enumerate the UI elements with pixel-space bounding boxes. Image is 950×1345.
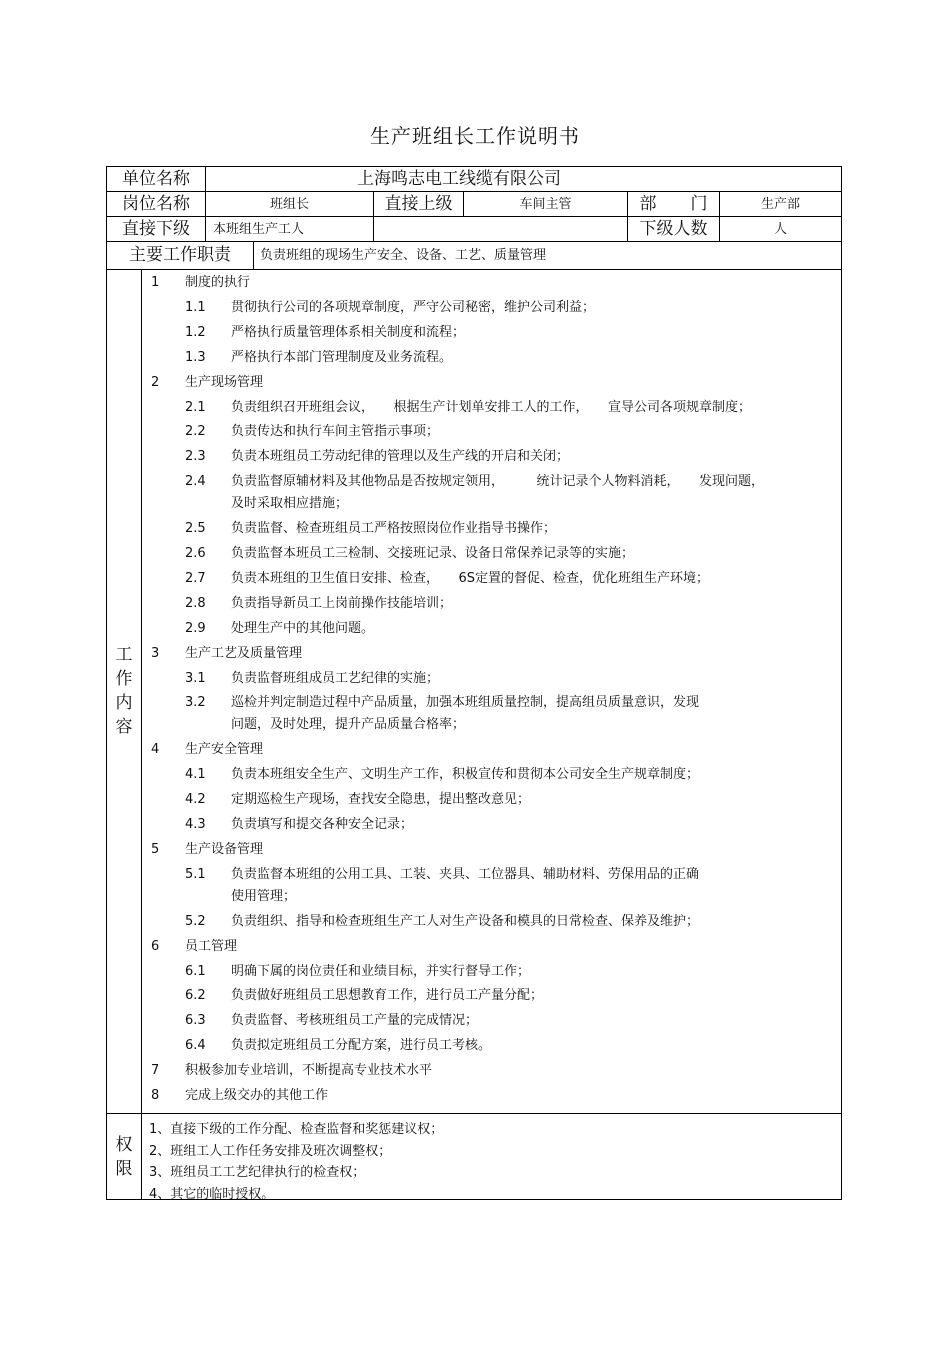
item-text: 使用管理； [231, 888, 297, 904]
item-number: 1.3 [185, 349, 206, 365]
section-title: 生产设备管理 [185, 841, 264, 857]
superior-value: 车间主管 [519, 196, 572, 212]
item-number: 4.3 [185, 817, 206, 832]
superior-label: 直接上级 [384, 193, 453, 214]
item-text: 负责监督本班员工三检制、交接班记录、设备日常保养记录等的实施； [231, 546, 635, 561]
col-divider [141, 269, 142, 1199]
section-number: 8 [151, 1088, 160, 1103]
item-number: 2.8 [185, 595, 206, 611]
item-number: 2.2 [185, 424, 206, 440]
item-number: 2.4 [185, 474, 206, 490]
item-number: 6.2 [185, 988, 206, 1004]
item-text: 问题，及时处理，提升产品质量合格率； [231, 717, 466, 733]
section-title: 生产现场管理 [185, 374, 264, 390]
item-text: 负责本班组员工劳动纪律的管理以及生产线的开启和关闭； [231, 449, 570, 465]
label-char: 作 [115, 669, 133, 689]
row-divider [107, 269, 841, 270]
main-duty-label: 主要工作职责 [129, 245, 231, 265]
authority-item: 2、班组工人工作任务安排及班次调整权； [149, 1143, 392, 1159]
unit-label: 单位名称 [122, 168, 190, 189]
section-title: 生产安全管理 [185, 742, 264, 758]
section-title: 生产工艺及质量管理 [185, 645, 303, 661]
item-text: 定期巡检生产现场，查找安全隐患，提出整改意见； [231, 792, 531, 808]
section-number: 7 [151, 1063, 160, 1079]
authority-item: 4、其它的临时授权。 [149, 1186, 275, 1202]
subordinate-count-value: 人 [773, 221, 787, 237]
item-number: 4.2 [185, 792, 206, 808]
item-number: 2.1 [185, 399, 206, 415]
document-title: 生产班组长工作说明书 [370, 124, 580, 148]
department-value: 生产部 [760, 196, 800, 212]
item-text: 负责监督、考核班组员工产量的完成情况； [231, 1013, 479, 1029]
department-label: 部 门 [639, 193, 708, 214]
item-text: 及时采取相应措施； [231, 496, 349, 512]
item-number: 2.3 [185, 449, 206, 465]
main-duty-value: 负责班组的现场生产安全、设备、工艺、质量管理 [260, 248, 547, 263]
label-char: 容 [115, 717, 133, 737]
label-char: 工 [115, 645, 133, 665]
item-number: 2.6 [185, 546, 206, 561]
subordinate-label: 直接下级 [122, 218, 190, 239]
item-text: 严格执行本部门管理制度及业务流程。 [231, 349, 453, 365]
section-number: 2 [151, 374, 160, 390]
section-title: 完成上级交办的其他工作 [185, 1088, 329, 1103]
item-text: 负责指导新员工上岗前操作技能培训； [231, 595, 453, 611]
section-number: 4 [151, 742, 160, 758]
item-text: 负责监督本班组的公用工具、工装、夹具、工位器具、辅助材料、劳保用品的正确 [231, 866, 700, 882]
item-text: 严格执行质量管理体系相关制度和流程； [231, 324, 466, 340]
item-text: 负责拟定班组员工分配方案，进行员工考核。 [231, 1038, 492, 1054]
item-text: 负责本班组安全生产、文明生产工作，积极宣传和贯彻本公司安全生产规章制度； [231, 767, 700, 783]
item-number: 5.1 [185, 866, 206, 882]
authority-item: 3、班组员工工艺纪律执行的检查权； [149, 1165, 366, 1180]
item-number: 4.1 [185, 767, 206, 783]
item-text: 负责本班组的卫生值日安排、检查， 6S定置的督促、检查，优化班组生产环境； [231, 570, 710, 586]
item-number: 2.7 [185, 570, 206, 586]
item-number: 5.2 [185, 913, 206, 929]
item-number: 1.1 [185, 299, 206, 315]
item-number: 2.5 [185, 521, 206, 537]
job-description-table [106, 166, 842, 1200]
item-text: 负责做好班组员工思想教育工作，进行员工产量分配； [231, 988, 544, 1004]
item-text: 负责组织、指导和检查班组生产工人对生产设备和模具的日常检查、保养及维护； [231, 913, 700, 929]
item-number: 6.4 [185, 1038, 206, 1054]
section-number: 1 [151, 275, 160, 290]
item-number: 3.1 [185, 670, 206, 686]
label-char: 限 [115, 1159, 133, 1179]
item-text: 巡检并判定制造过程中产品质量，加强本班组质量控制，提高组员质量意识，发现 [231, 695, 700, 711]
item-number: 6.3 [185, 1013, 206, 1029]
item-text: 负责传达和执行车间主管指示事项； [231, 424, 440, 440]
col-divider [253, 241, 254, 269]
item-number: 3.2 [185, 695, 206, 711]
section-title: 积极参加专业培训，不断提高专业技术水平 [185, 1063, 433, 1079]
authority-item: 1、直接下级的工作分配、检查监督和奖惩建议权； [149, 1122, 444, 1137]
item-text: 处理生产中的其他问题。 [231, 620, 375, 636]
section-title: 制度的执行 [185, 275, 251, 290]
item-text: 负责组织召开班组会议， 根据生产计划单安排工人的工作， 宣导公司各项规章制度； [231, 399, 752, 415]
item-text: 负责监督、检查班组员工严格按照岗位作业指导书操作； [231, 521, 557, 537]
subordinate-count-label: 下级人数 [639, 218, 708, 239]
row-divider [107, 1113, 841, 1114]
section-title: 员工管理 [185, 938, 238, 954]
section-number: 6 [151, 938, 160, 954]
work-content-label [112, 643, 136, 739]
item-text: 贯彻执行公司的各项规章制度，严守公司秘密，维护公司利益； [231, 299, 596, 315]
position-label: 岗位名称 [122, 193, 190, 214]
item-text: 负责填写和提交各种安全记录； [231, 817, 414, 832]
label-char: 内 [115, 693, 133, 713]
authority-label [112, 1133, 136, 1181]
item-text: 负责监督原辅材料及其他物品是否按规定领用， 统计记录个人物料消耗， 发现问题， [231, 474, 765, 490]
label-char: 权 [115, 1135, 133, 1155]
item-text: 负责监督班组成员工艺纪律的实施； [231, 670, 440, 686]
item-text: 明确下属的岗位责任和业绩目标，并实行督导工作； [231, 963, 531, 979]
position-value: 班组长 [269, 196, 309, 212]
section-number: 3 [151, 645, 160, 661]
subordinate-value: 本班组生产工人 [213, 221, 305, 237]
section-number: 5 [151, 841, 160, 857]
item-number: 1.2 [185, 324, 206, 340]
unit-value: 上海鸣志电工线缆有限公司 [357, 168, 561, 189]
item-number: 6.1 [185, 963, 206, 979]
item-number: 2.9 [185, 620, 206, 636]
